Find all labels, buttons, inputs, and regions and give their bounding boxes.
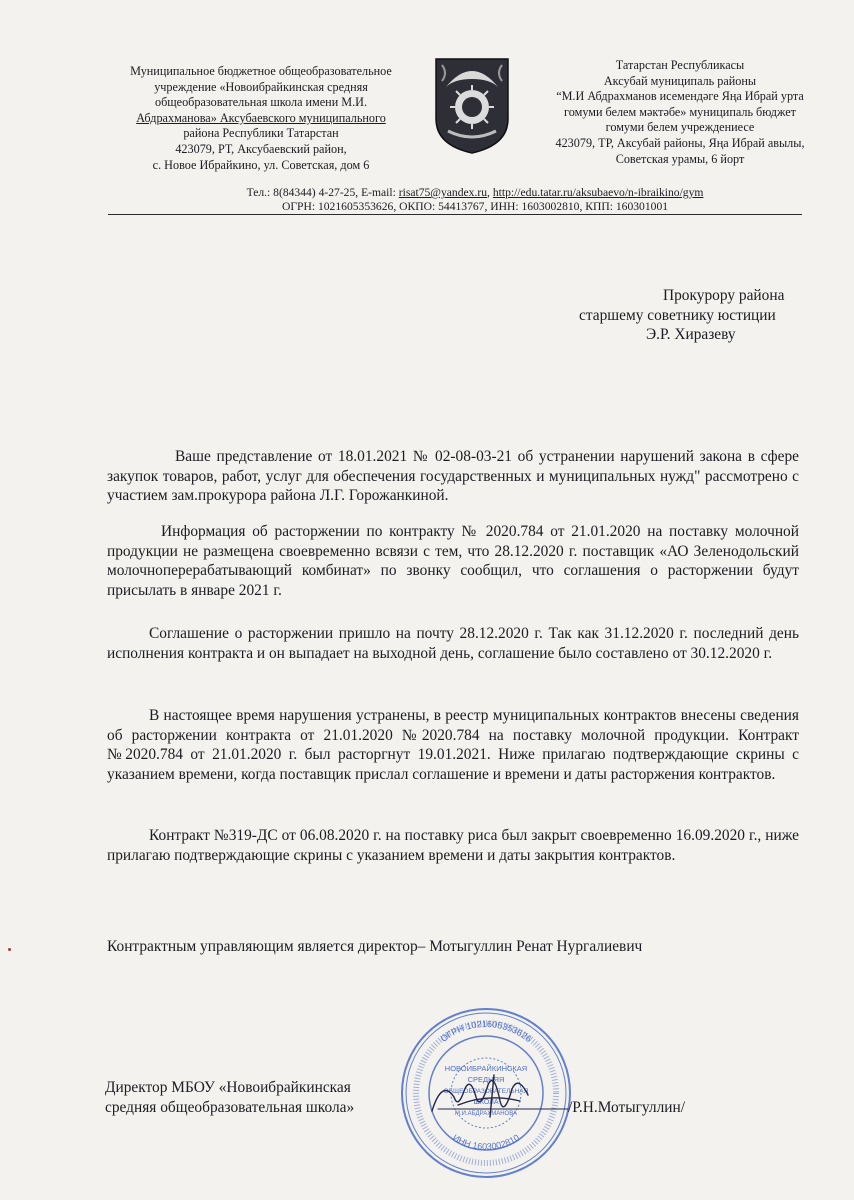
- seal-center-line: М.И.АБДРАХМАНОВА: [454, 1111, 518, 1117]
- header-right-line: Советская урамы, 6 йорт: [615, 151, 745, 166]
- signatory-title: [105, 1078, 354, 1117]
- body-paragraph: Информация об расторжении по контракту № 2020.784 от 21.01.2020 на поставку молочной продукции не размещена своевременно всвязи с тем, что 28.12.2020 г. поставщик «АО Зеленодольский молочноперерабатывающий комбинат» по звонку сообщил, что соглашения о расторжении будут присылать в январе 2021 г.: [107, 523, 799, 599]
- signatory-title-line: Директор МБОУ «Новоибрайкинская: [105, 1079, 351, 1096]
- svg-text:ОГРН 1021605353626: [439, 1019, 534, 1044]
- website-link[interactable]: http://edu.tatar.ru/aksubaevo/n-ibraikino/gym: [492, 186, 704, 199]
- seal-center-line: НОВОИБРАЙКИНСКАЯ: [444, 1064, 528, 1073]
- header-left-line: учреждение «Новоибрайкинская средняя: [154, 79, 368, 94]
- signatory-name: /Р.Н.Мотыгуллин/: [568, 1099, 686, 1116]
- header-right-line: Татарстан Республикасы: [615, 58, 745, 72]
- header-left-line: Абдрахманова» Аксубаевского муниципального: [136, 110, 386, 125]
- addressee-block: [560, 286, 810, 345]
- header-left-line: с. Новое Ибрайкино, ул. Советская, дом 6: [152, 157, 370, 172]
- seal-center-line: СРЕДНЯЯ: [467, 1075, 505, 1084]
- header-left-block: [96, 64, 426, 173]
- header-left-line: Муниципальное бюджетное общеобразовательное: [130, 64, 392, 78]
- body-paragraph: Соглашение о расторжении пришло на почту 28.12.2020 г. Так как 31.12.2020 г. последний день исполнения контракта и он выпадает на выходной день, соглашение было составлено от 30.12.2020 г.: [107, 625, 799, 662]
- contacts-block: [150, 186, 800, 215]
- addressee-line: Прокурору района: [663, 287, 785, 304]
- coat-of-arms-icon: [434, 57, 510, 155]
- header-left-line: общеобразовательная школа имени М.И.: [155, 95, 367, 110]
- addressee-line: Э.Р. Хиразеву: [646, 326, 736, 344]
- email-link[interactable]: risat75@yandex.ru: [398, 186, 488, 199]
- svg-text:ИНН 1603002810: [451, 1132, 521, 1151]
- contract-manager-line: Контрактным управляющим является директор– Мотыгуллин Ренат Нургалиевич: [107, 938, 643, 955]
- seal-center-line: ШКОЛА: [473, 1099, 499, 1106]
- seal-center-line: ОБЩЕОБРАЗОВАТЕЛЬНАЯ: [443, 1088, 529, 1095]
- body-paragraph: Контракт №319-ДС от 06.08.2020 г. на поставку риса был закрыт своевременно 16.09.2020 г., ниже прилагаю подтверждающие скрины с указанием времени и даты закрытия контрактов.: [107, 827, 799, 864]
- scan-artifact: [8, 948, 11, 951]
- header-right-line: Аксубай муниципаль районы: [603, 73, 757, 88]
- addressee-line: старшему советнику юстиции: [579, 306, 776, 324]
- header-left-line: района Республики Татарстан: [183, 126, 339, 141]
- header-right-line: “М.И Абдрахманов исемендәге Яңа Ибрай урта: [556, 89, 804, 104]
- header-right-block: [530, 58, 830, 167]
- header-right-line: гомуми белем мәктәбе» муниципаль бюджет: [564, 104, 796, 119]
- header-left-line: 423079, РТ, Аксубаевский район,: [175, 141, 347, 156]
- seal-inn: ИНН 1603002810: [450, 1132, 522, 1152]
- header-divider: [108, 214, 802, 215]
- body-paragraph: Ваше представление от 18.01.2021 № 02-08-03-21 об устранении нарушений закона в сфере закупок товаров, работ, услуг для обеспечения государственных и муниципальных нужд" рассмотрено с участием зам.прокурора района Л.Г. Горожанкиной.: [107, 448, 799, 505]
- seal-ogrn: ОГРН 1021605353626: [438, 1018, 534, 1045]
- body-paragraph: В настоящее время нарушения устранены, в реестр муниципальных контрактов внесены сведения об расторжении контракта от 21.01.2020 №2020.784 на поставку молочной продукции. Контракт №2020.784 от 21.01.2020 г. был расторгнут 19.01.2021. Ниже прилагаю подтверждающие скрины с указанием времени, когда поставщик прислал соглашение и времени и даты расторжения контрактов.: [107, 707, 799, 783]
- contacts-prefix: Тел.: 8(84344) 4-27-25, E-mail:: [246, 186, 399, 199]
- contacts-line: [150, 186, 800, 200]
- signatory-title-line: средняя общеобразовательная школа»: [105, 1098, 355, 1116]
- header-right-line: 423079, ТР, Аксубай районы, Яңа Ибрай авылы,: [555, 135, 805, 150]
- header-right-line: гомуми белем учреждениесе: [605, 120, 755, 135]
- contacts-separator: ,: [487, 186, 493, 199]
- official-seal-icon: [398, 1005, 574, 1181]
- registry-line: ОГРН: 1021605353626, ОКПО: 54413767, ИНН: 1603002810, КПП: 160301001: [281, 200, 669, 214]
